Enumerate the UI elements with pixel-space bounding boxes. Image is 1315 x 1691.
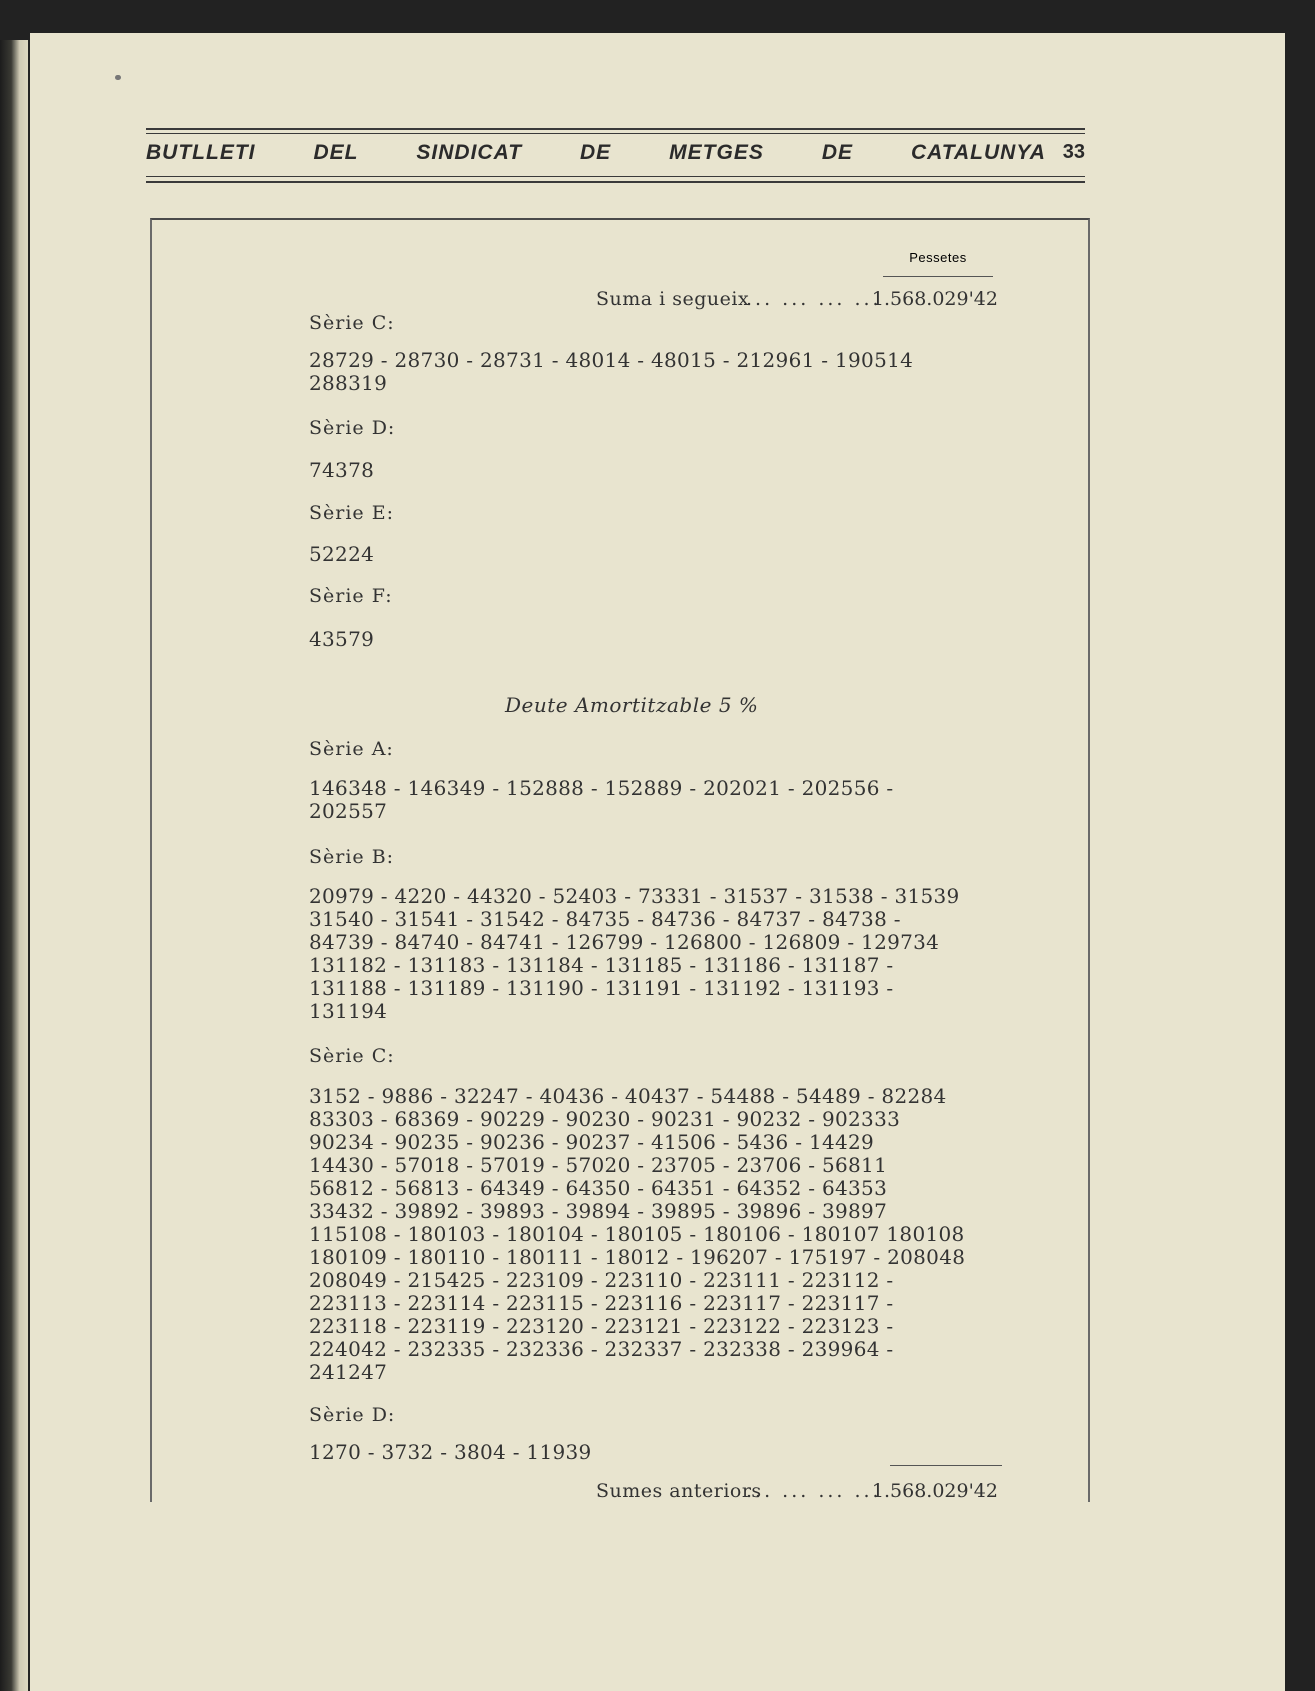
serie-numbers-line: 241247: [309, 1360, 388, 1384]
title-word: SINDICAT: [416, 141, 523, 164]
header-rule-top-thin: [146, 133, 1085, 134]
previous-sums-amount: 1.568.029'42: [871, 1480, 998, 1502]
serie-numbers-line: 43579: [309, 627, 375, 651]
serie-numbers-line: 1270 - 3732 - 3804 - 11939: [309, 1440, 592, 1464]
title-word: BUTLLETI: [146, 141, 256, 164]
serie-label: Sèrie C:: [309, 1045, 395, 1067]
carry-forward-amount: 1.568.029'42: [871, 288, 998, 310]
serie-numbers-line: 33432 - 39892 - 39893 - 39894 - 39895 - 39896 - 39897: [309, 1199, 888, 1223]
serie-numbers-line: 52224: [309, 542, 375, 566]
serie-label: Sèrie A:: [309, 738, 394, 760]
serie-numbers-line: 56812 - 56813 - 64349 - 64350 - 64351 - 64352 - 64353: [309, 1176, 888, 1200]
serie-numbers-line: 223113 - 223114 - 223115 - 223116 - 223117 - 223117 -: [309, 1291, 894, 1315]
serie-numbers-line: 90234 - 90235 - 90236 - 90237 - 41506 - 5436 - 14429: [309, 1130, 875, 1154]
serie-numbers-line: 14430 - 57018 - 57019 - 57020 - 23705 - 23706 - 56811: [309, 1153, 888, 1177]
journal-title: [146, 141, 1046, 165]
column-header-rule: [883, 276, 993, 277]
ink-speck: [115, 75, 121, 80]
serie-numbers-line: 115108 - 180103 - 180104 - 180105 - 180106 - 180107 180108: [309, 1222, 965, 1246]
serie-numbers-line: 146348 - 146349 - 152888 - 152889 - 202021 - 202556 -: [309, 776, 894, 800]
title-word: DE: [821, 141, 853, 164]
serie-label: Sèrie E:: [309, 502, 394, 524]
page-number: 33: [1062, 141, 1085, 163]
header-rule-bottom-thin: [146, 176, 1085, 177]
column-header-pessetes: Pessetes: [909, 250, 967, 265]
title-word: DEL: [313, 141, 359, 164]
title-word: DE: [580, 141, 612, 164]
serie-label: Sèrie D:: [309, 417, 396, 439]
serie-numbers-line: 131188 - 131189 - 131190 - 131191 - 131192 - 131193 -: [309, 976, 894, 1000]
serie-label: Sèrie C:: [309, 312, 395, 334]
serie-numbers-line: 84739 - 84740 - 84741 - 126799 - 126800 - 126809 - 129734: [309, 930, 940, 954]
serie-numbers-line: 208049 - 215425 - 223109 - 223110 - 223111 - 223112 -: [309, 1268, 894, 1292]
header-rule-bottom: [146, 181, 1085, 183]
serie-numbers-line: 224042 - 232335 - 232336 - 232337 - 232338 - 239964 -: [309, 1337, 894, 1361]
serie-numbers-line: 74378: [309, 458, 375, 482]
serie-numbers-line: 131182 - 131183 - 131184 - 131185 - 131186 - 131187 -: [309, 953, 894, 977]
title-word: CATALUNYA: [910, 141, 1046, 164]
serie-numbers-line: 20979 - 4220 - 44320 - 52403 - 73331 - 31537 - 31538 - 31539: [309, 884, 960, 908]
section-title: Deute Amortitzable 5 %: [505, 693, 759, 717]
carry-forward-line: [560, 288, 1000, 316]
carry-forward-label: Suma i segueix: [596, 288, 750, 310]
total-rule: [890, 1465, 1002, 1466]
serie-numbers-line: 288319: [309, 371, 388, 395]
leader-dots: ... ... ... ...: [746, 1480, 882, 1502]
serie-numbers-line: 180109 - 180110 - 180111 - 18012 - 196207 - 175197 - 208048: [309, 1245, 966, 1269]
title-word: METGES: [669, 141, 764, 164]
serie-numbers-line: 131194: [309, 999, 388, 1023]
serie-numbers-line: 223118 - 223119 - 223120 - 223121 - 223122 - 223123 -: [309, 1314, 894, 1338]
previous-sums-line: [560, 1480, 1000, 1508]
serie-numbers-line: 31540 - 31541 - 31542 - 84735 - 84736 - 84737 - 84738 -: [309, 907, 901, 931]
serie-numbers-line: 3152 - 9886 - 32247 - 40436 - 40437 - 54488 - 54489 - 82284: [309, 1084, 947, 1108]
serie-numbers-line: 202557: [309, 799, 388, 823]
serie-label: Sèrie F:: [309, 585, 393, 607]
previous-sums-label: Sumes anteriors: [596, 1480, 762, 1502]
serie-numbers-line: 28729 - 28730 - 28731 - 48014 - 48015 - 212961 - 190514: [309, 348, 914, 372]
running-header: [146, 128, 1085, 184]
serie-label: Sèrie D:: [309, 1404, 396, 1426]
leader-dots: ... ... ... ...: [746, 288, 882, 310]
header-rule-top: [146, 128, 1085, 130]
serie-label: Sèrie B:: [309, 846, 395, 868]
serie-numbers-line: 83303 - 68369 - 90229 - 90230 - 90231 - 90232 - 902333: [309, 1107, 901, 1131]
book-binding: [0, 40, 28, 1691]
